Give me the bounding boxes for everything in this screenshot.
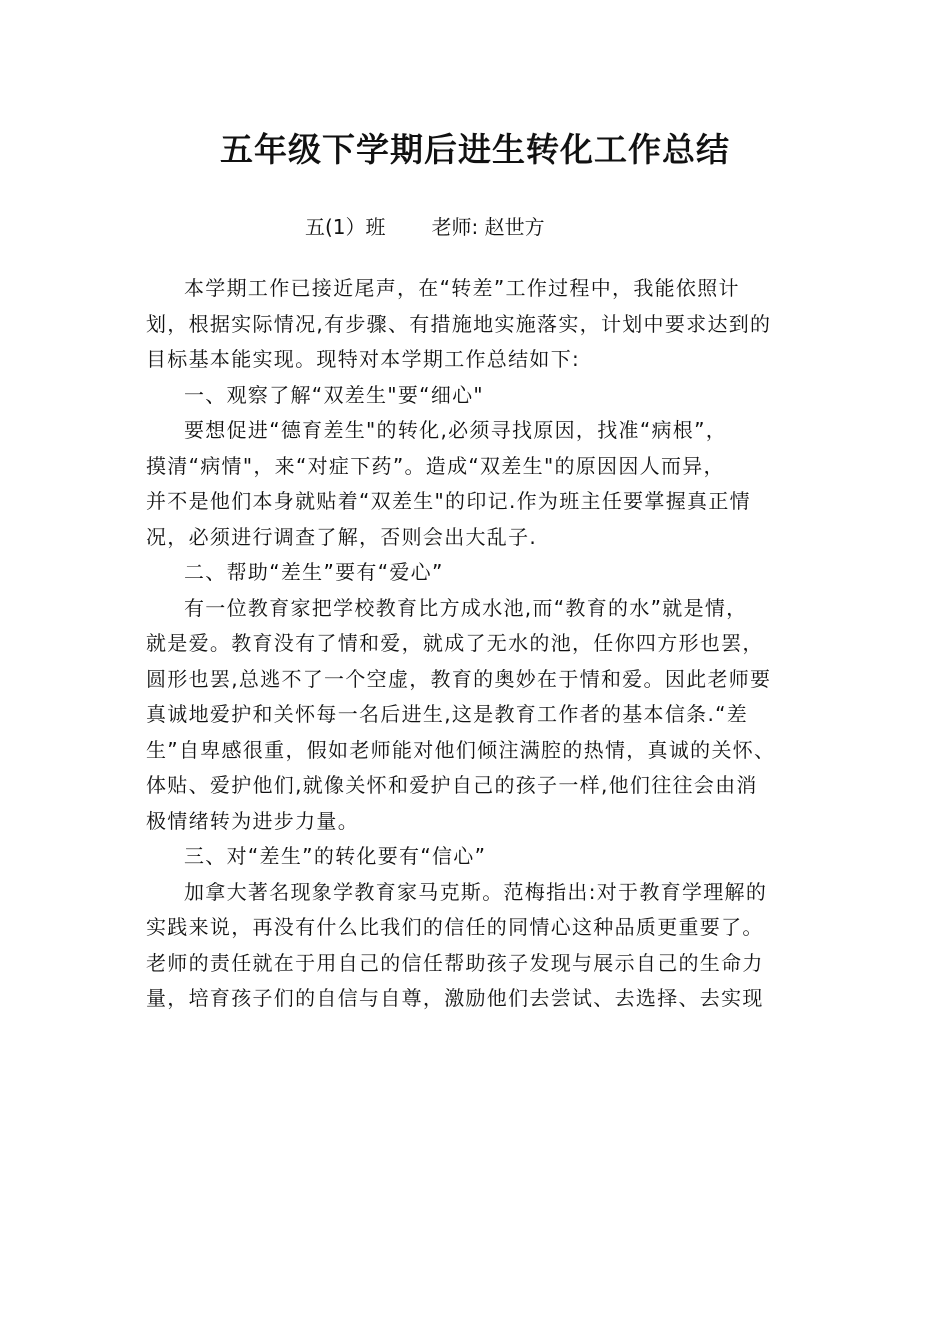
- body-line: 本学期工作已接近尾声，在“转差”工作过程中，我能依照计: [184, 276, 740, 300]
- body-line: 圆形也罢,总逃不了一个空虚，教育的奥妙在于情和爱。因此老师要: [146, 666, 772, 691]
- body-line: 量，培育孩子们的自信与自尊，激励他们去尝试、去选择、去实现: [146, 986, 764, 1010]
- body-line: 真诚地爱护和关怀每一名后进生,这是教育工作者的基本信条.“差: [146, 702, 749, 726]
- body-line: 生”自卑感很重，假如老师能对他们倾注满腔的热情，真诚的关怀、: [146, 737, 776, 762]
- body-line: 三、对“差生”的转化要有“信心”: [184, 844, 487, 868]
- body-line: 加拿大著名现象学教育家马克斯。范梅指出:对于教育学理解的: [184, 879, 768, 904]
- body-line: 并不是他们本身就贴着“双差生"的印记.作为班主任要掌握真正情: [146, 489, 751, 513]
- body-line: 极情绪转为进步力量。: [146, 808, 359, 833]
- body-line: 目标基本能实现。现特对本学期工作总结如下:: [146, 347, 581, 371]
- body-line: 一、观察了解“双差生"要“细心": [184, 382, 484, 407]
- body-line: 要想促进“德育差生"的转化,必须寻找原因，找准“病根”，: [184, 418, 728, 442]
- body-line: 体贴、爱护他们,就像关怀和爱护自己的孩子一样,他们往往会由消: [146, 773, 758, 797]
- body-line: 摸清“病情"，来“对症下药”。造成“双差生"的原因因人而异，: [146, 453, 725, 478]
- document-body: [146, 271, 811, 1017]
- class-label: 五(1）班: [305, 215, 386, 239]
- body-line: 有一位教育家把学校教育比方成水池,而“教育的水”就是情，: [184, 595, 748, 620]
- body-line: 二、帮助“差生”要有“爱心”: [184, 560, 444, 584]
- body-line: 实践来说，再没有什么比我们的信任的同情心这种品质更重要了。: [146, 915, 764, 939]
- author-line: [305, 213, 545, 241]
- body-line: 况，必须进行调查了解，否则会出大乱子.: [146, 524, 538, 549]
- body-line: 划，根据实际情况,有步骤、有措施地实施落实，计划中要求达到的: [146, 311, 772, 336]
- document-title: 五年级下学期后进生转化工作总结: [220, 130, 730, 169]
- body-line: 老师的责任就在于用自己的信任帮助孩子发现与展示自己的生命力: [146, 950, 764, 975]
- body-line: 就是爱。教育没有了情和爱，就成了无水的池，任你四方形也罢，: [146, 631, 764, 655]
- teacher-label: 老师: 赵世方: [431, 215, 545, 239]
